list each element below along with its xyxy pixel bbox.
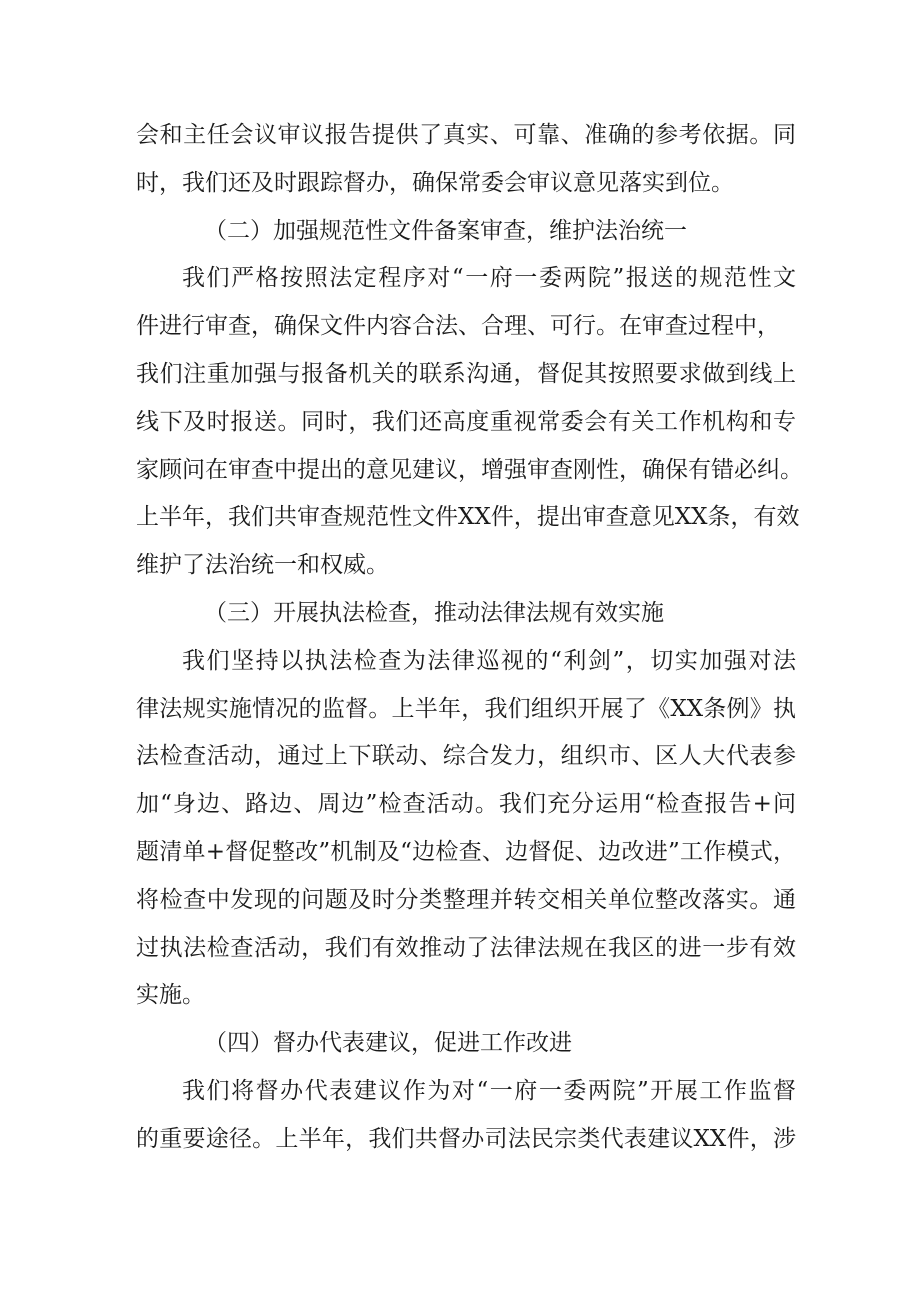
- paragraph-first-line: 我们坚持以执法检查为法律巡视的“利剑”，切实加强对法: [182, 647, 796, 674]
- document-body: [136, 112, 803, 1164]
- text-line: 我们注重加强与报备机关的联系沟通，督促其按照要求做到线上: [136, 360, 796, 387]
- text-line: 家顾问在审查中提出的意见建议，增强审查刚性，确保有错必纠。: [136, 456, 803, 483]
- text-line: 将检查中发现的问题及时分类整理并转交相关单位整改落实。通: [136, 886, 796, 913]
- text-line: 的重要途径。上半年，我们共督办司法民宗类代表建议XX件，涉: [136, 1125, 796, 1152]
- paragraph-first-line: 我们严格按照法定程序对“一府一委两院”报送的规范性文: [182, 265, 796, 292]
- section-heading-4: （四）督办代表建议，促进工作改进: [204, 1030, 572, 1057]
- section-heading-2: （二）加强规范性文件备案审查，维护法治统一: [204, 217, 687, 244]
- text-line: 件进行审查，确保文件内容合法、合理、可行。在审查过程中，: [136, 313, 780, 340]
- text-line: 会和主任会议审议报告提供了真实、可靠、准确的参考依据。同: [136, 122, 796, 148]
- text-line: 加“身边、路边、周边”检查活动。我们充分运用“检查报告+问: [136, 791, 796, 818]
- text-line: 线下及时报送。同时，我们还高度重视常委会有关工作机构和专: [136, 408, 796, 435]
- text-line: 时，我们还及时跟踪督办，确保常委会审议意见落实到位。: [136, 169, 734, 196]
- text-line: 实施。: [136, 982, 205, 1009]
- text-line: 上半年，我们共审查规范性文件XX件，提出审查意见XX条，有效: [136, 504, 800, 531]
- text-line: 律法规实施情况的监督。上半年，我们组织开展了《XX条例》执: [136, 695, 796, 722]
- text-line: 法检查活动，通过上下联动、综合发力，组织市、区人大代表参: [136, 743, 796, 770]
- section-heading-3: （三）开展执法检查，推动法律法规有效实施: [204, 599, 664, 626]
- text-line: 过执法检查活动，我们有效推动了法律法规在我区的进一步有效: [136, 934, 796, 961]
- text-line: 维护了法治统一和权威。: [136, 552, 389, 579]
- text-line: 题清单+督促整改”机制及“边检查、边督促、边改进”工作模式，: [136, 838, 796, 865]
- paragraph-first-line: 我们将督办代表建议作为对“一府一委两院”开展工作监督: [182, 1077, 796, 1104]
